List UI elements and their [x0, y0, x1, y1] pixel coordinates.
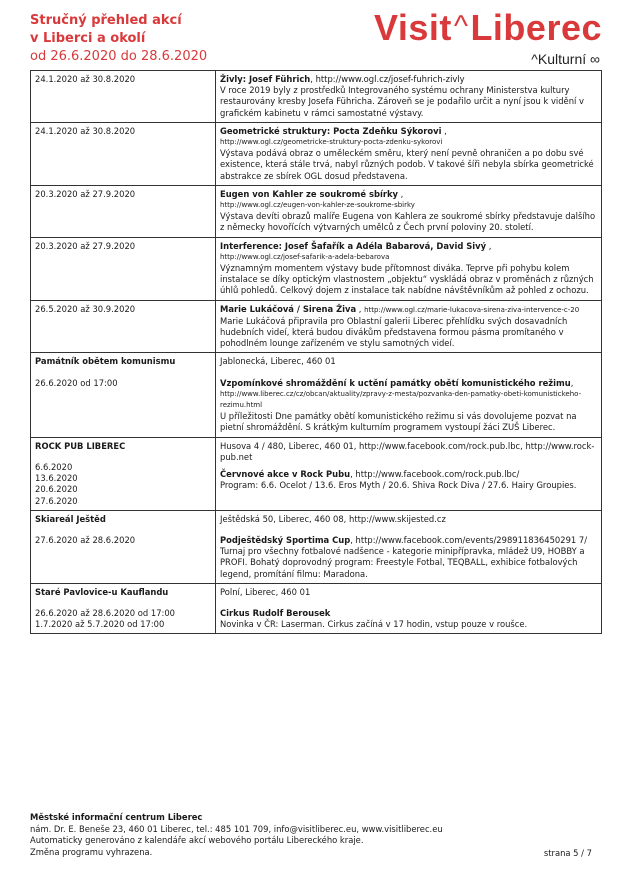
venue-date: 27.6.2020 — [35, 495, 78, 506]
table-row — [31, 237, 602, 300]
venue-name: Staré Pavlovice-u Kauflandu — [35, 586, 169, 597]
event-url[interactable]: http://www.facebook.com/rock.pub.lbc/ — [355, 469, 520, 480]
event-title: Geometrické struktury: Pocta Zdeňku Sýkorovi — [220, 125, 442, 136]
event-description: Novinka v ČR: Laserman. Cirkus začíná v 17 hodin, vstup pouze v roušce. — [220, 619, 528, 630]
venue-name: Skiareál Ještěd — [35, 513, 106, 524]
event-description: V roce 2019 byly z prostředků Integrovaného systému ochrany Ministerstva kultury restaurovány kresby Josefa Führicha. Zároveň se je podařilo určit a nyní jsou k vidění v grafickém kabinetu v rámci samostatné výstavy. — [220, 85, 584, 118]
event-sep: , — [350, 469, 356, 480]
logo-brand-right: Liberec — [470, 7, 602, 48]
footer-org: Městské informační centrum Liberec — [30, 812, 203, 822]
event-date: 24.1.2020 až 30.8.2020 — [31, 71, 216, 123]
event-cell — [216, 437, 602, 510]
venue-address: Husova 4 / 480, Liberec, 460 01, http://www.facebook.com/rock.pub.lbc, http://www.rock-pub.net — [220, 440, 595, 462]
event-url[interactable]: http://www.ogl.cz/josef-fuhrich-zivly — [315, 74, 465, 84]
visit-liberec-logo — [374, 8, 602, 67]
event-cell — [216, 353, 602, 437]
venue-date: 13.6.2020 — [35, 473, 78, 484]
event-cell — [216, 510, 602, 583]
logo-subtitle — [374, 51, 600, 67]
event-sep: , — [356, 303, 365, 314]
logo-caret: ^ — [453, 10, 469, 43]
event-date: 24.1.2020 až 30.8.2020 — [31, 122, 216, 185]
event-date: 26.5.2020 až 30.9.2020 — [31, 300, 216, 353]
event-title: Eugen von Kahler ze soukromé sbírky — [220, 188, 398, 199]
venue-address: Ještědská 50, Liberec, 460 08, http://www.skijested.cz — [220, 513, 446, 524]
event-cell — [216, 185, 602, 237]
venue-cell — [31, 583, 216, 634]
event-cell — [216, 583, 602, 634]
title-line-1: Stručný přehled akcí — [30, 13, 182, 28]
event-url[interactable]: http://www.ogl.cz/marie-lukacova-sirena-ziva-intervence-c-20 — [364, 305, 580, 314]
venue-date: 26.6.2020 od 17:00 — [35, 377, 118, 388]
venue-address: Polní, Liberec, 460 01 — [220, 586, 311, 597]
event-date: 20.3.2020 až 27.9.2020 — [31, 237, 216, 300]
event-title: Červnové akce v Rock Pubu — [220, 469, 351, 480]
venue-name: ROCK PUB LIBEREC — [35, 440, 126, 451]
event-description: Významným momentem výstavy bude přítomnost diváka. Teprve při pohybu kolem instalace se díky optickým vlastnostem „objektu“ vyskládá obraz v proměnách z různých úhlů pohledů. Celkový dojem z instalace tak nabídne návštěvníkům až pohled z ochozu. — [220, 263, 594, 296]
event-title: Podještědský Sportima Cup — [220, 534, 351, 545]
event-date: 20.3.2020 až 27.9.2020 — [31, 185, 216, 237]
venue-date: 6.6.2020 — [35, 461, 73, 472]
event-url[interactable]: http://www.ogl.cz/eugen-von-kahler-ze-soukrome-sbirky — [220, 201, 415, 210]
footer-note-generated: Automaticky generováno z kalendáře akcí webového portálu Libereckého kraje. — [30, 835, 364, 845]
event-description: Výstava podává obraz o uměleckém směru, který není pevně ohraničen a po dobu své existence, která stále trvá, nabyl různých podob. V takové šíři nebyla sbírka geometrické abstrakce ze sbírek OGL dosud představena. — [220, 148, 594, 181]
table-row — [31, 583, 602, 634]
event-url[interactable]: http://www.ogl.cz/geometricke-struktury-pocta-zdenku-sykorovi — [220, 138, 443, 147]
venue-date: 27.6.2020 až 28.6.2020 — [35, 534, 136, 545]
event-url[interactable]: http://www.ogl.cz/josef-safarik-a-adela-bebarova — [220, 252, 390, 261]
event-sep: , — [441, 125, 447, 136]
title-line-2: v Liberci a okolí — [30, 31, 146, 46]
event-cell — [216, 71, 602, 123]
event-title: Vzpomínkové shromáždění k uctění památky obětí komunistického režimu — [220, 377, 571, 388]
event-sep: , — [350, 534, 356, 545]
table-row — [31, 300, 602, 353]
logo-brand-left: Visit — [373, 7, 452, 48]
event-url[interactable]: http://www.liberec.cz/cz/obcan/aktuality/zpravy-z-mesta/pozvanka-den-pamatky-obeti-komunistickeho-rezimu.html — [220, 389, 582, 410]
venue-date: 26.6.2020 až 28.6.2020 od 17:00 — [35, 607, 175, 618]
venue-cell — [31, 353, 216, 437]
logo-sub-symbol: ∞ — [590, 51, 600, 67]
footer-address: nám. Dr. E. Beneše 23, 460 01 Liberec, tel.: 485 101 709, info@visitliberec.eu, www.visitliberec.eu — [30, 823, 443, 834]
venue-date: 20.6.2020 — [35, 484, 78, 495]
document-title-block — [30, 12, 207, 66]
event-sep: , — [310, 74, 316, 84]
event-title: Interference: Josef Šafařík a Adéla Babarová, David Sivý — [220, 240, 487, 251]
venue-cell — [31, 510, 216, 583]
date-range: od 26.6.2020 do 28.6.2020 — [30, 49, 208, 64]
table-row — [31, 437, 602, 510]
event-sep: , — [486, 240, 492, 251]
event-cell — [216, 122, 602, 185]
footer — [30, 812, 443, 858]
logo-sub-prefix: ^ — [531, 51, 538, 67]
event-cell — [216, 300, 602, 353]
event-description: Program: 6.6. Ocelot / 13.6. Eros Myth / 20.6. Shiva Rock Diva / 27.6. Hairy Groupies. — [220, 480, 577, 491]
event-description: Marie Lukáčová připravila pro Oblastní galerii Liberec přehlídku svých dosavadních hudebních videí, která budou divákům představena formou pásma promítaného v pohodlném lounge zařízeném ve stylu samotných videí. — [220, 315, 568, 349]
event-cell — [216, 237, 602, 300]
venue-name: Památník obětem komunismu — [35, 356, 176, 367]
event-title: Živly: Josef Führich — [220, 74, 311, 84]
footer-note-changes: Změna programu vyhrazena. — [30, 846, 153, 857]
logo-brand — [374, 8, 602, 51]
event-title: Marie Lukáčová / Sirena Živa — [220, 303, 357, 314]
event-sep: , — [570, 377, 574, 388]
event-description: U příležitosti Dne památky obětí komunistického režimu si vás dovolujeme pozvat na pietní shromáždění. S krátkým kulturním programem vystoupí žáci ZUŠ Liberec. — [220, 411, 577, 433]
table-row — [31, 71, 602, 123]
logo-sub-text: Kulturní — [537, 51, 587, 67]
table-row — [31, 122, 602, 185]
venue-address: Jablonecká, Liberec, 460 01 — [220, 356, 336, 367]
page-number: strana 5 / 7 — [543, 848, 592, 858]
event-url[interactable]: http://www.facebook.com/events/298911836450291 7/ — [355, 534, 588, 545]
event-description: Turnaj pro všechny fotbalové nadšence - kategorie minipřípravka, mládež U9, HOBBY a PROFI. Bohatý doprovodný program: Freestyle Fotbal, TEQBALL, exhibice fotbalových legend, promítání filmu: Maradona. — [220, 546, 585, 579]
event-description: Výstava devíti obrazů malíře Eugena von Kahlera ze soukromé sbírky představuje dalšího z německy hovořících výtvarných umělců z Čech první poloviny 20. století. — [220, 211, 596, 233]
table-row — [31, 510, 602, 583]
event-sep: , — [398, 188, 404, 199]
venue-cell — [31, 437, 216, 510]
venue-date: 1.7.2020 až 5.7.2020 od 17:00 — [35, 619, 165, 630]
table-row — [31, 353, 602, 437]
events-table — [30, 70, 602, 634]
table-row — [31, 185, 602, 237]
event-title: Cirkus Rudolf Berousek — [220, 607, 331, 618]
